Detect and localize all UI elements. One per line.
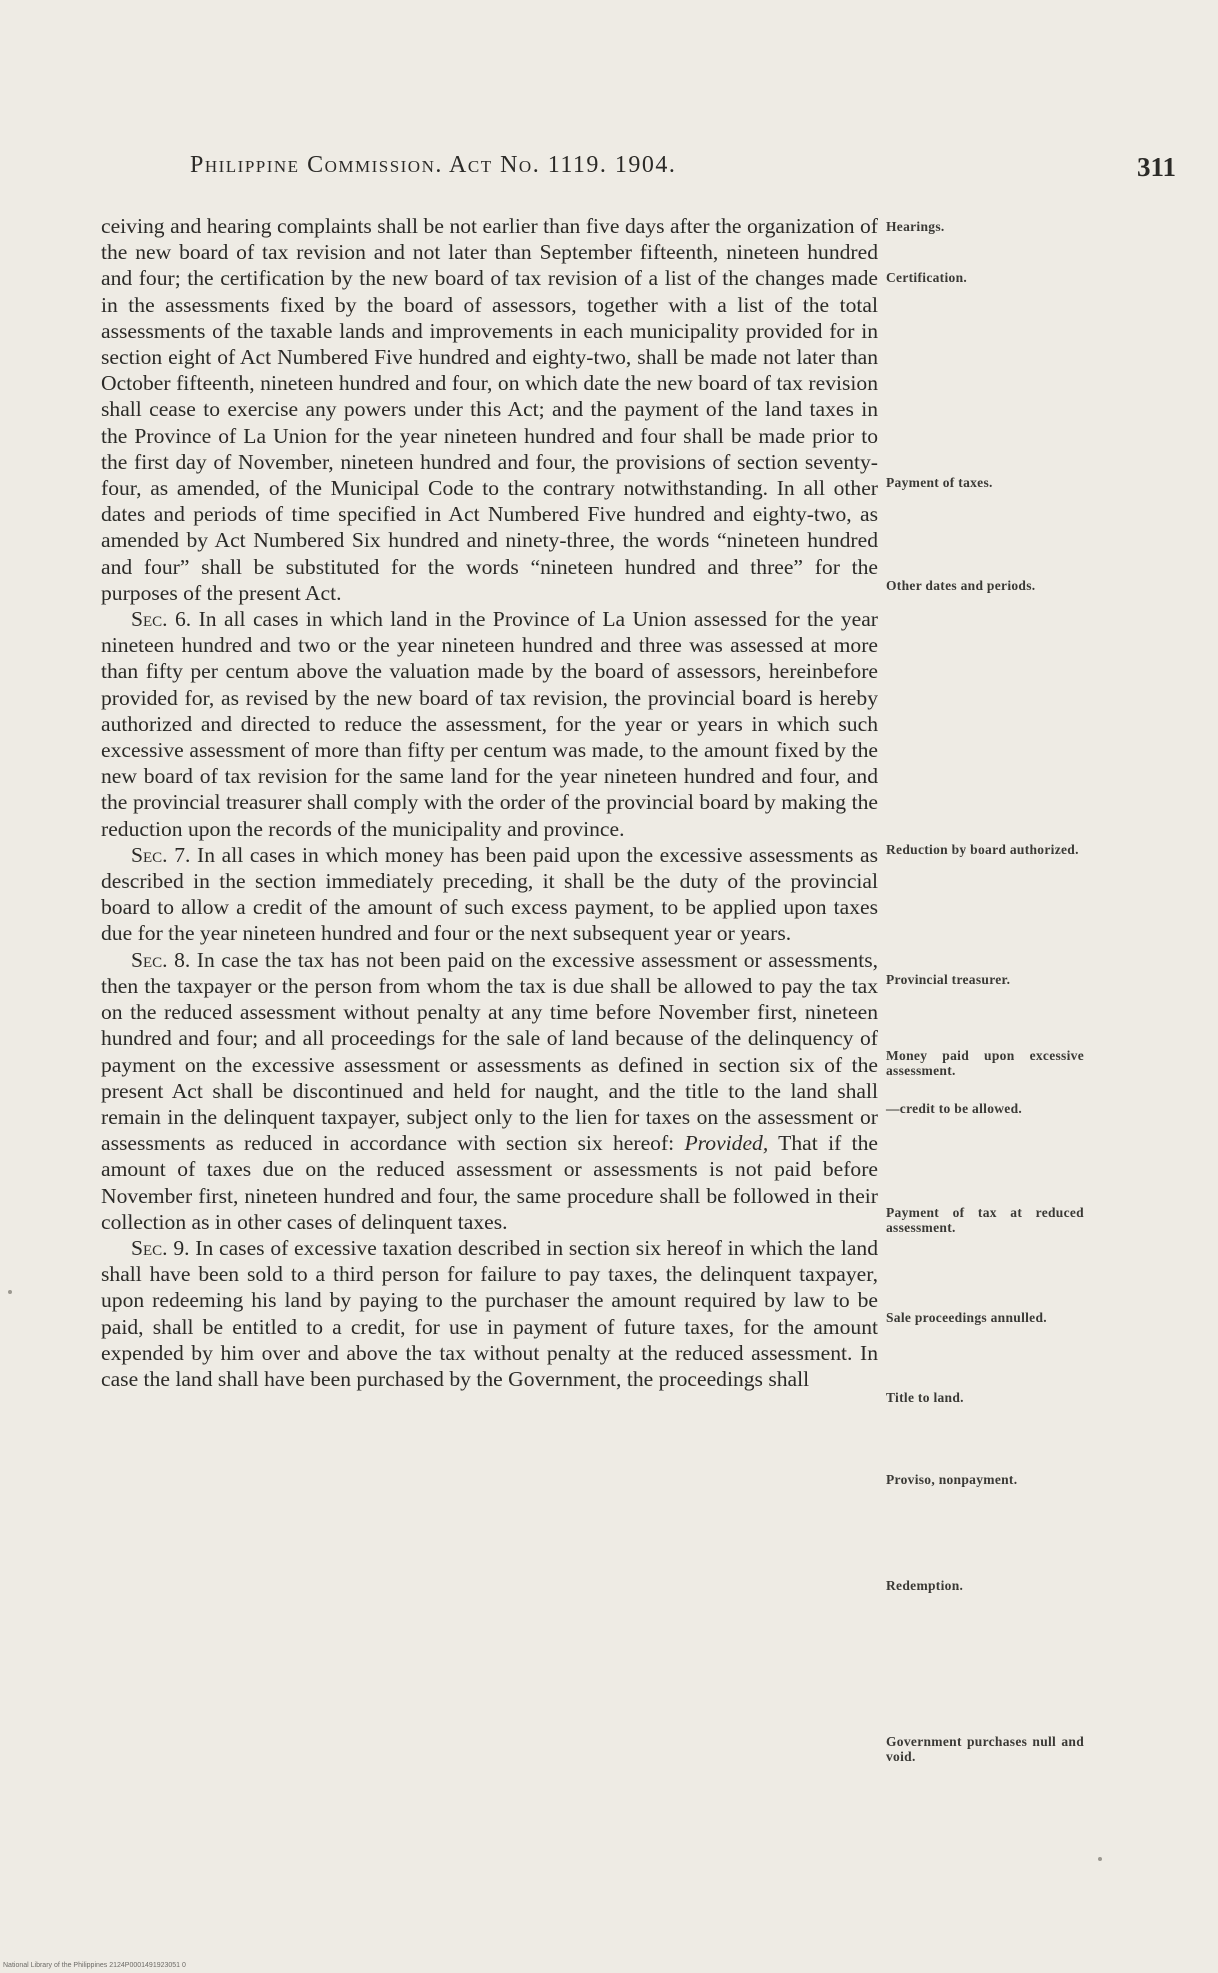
margin-note-payment-reduced: Payment of tax at reduced assessment. (886, 1205, 1084, 1235)
margin-note-reduction-by-board: Reduction by board authorized. (886, 842, 1079, 857)
margin-note-provincial-treasurer: Provincial treasurer. (886, 972, 1011, 987)
scan-speck (8, 1290, 12, 1294)
margin-note-certification: Certification. (886, 270, 968, 285)
paragraph-text: That if the amount of taxes due on the reduced assessment or assessments is not paid before November first, nineteen hundred and four, the same procedure shall be followed in their collection as in other cases of delinquent taxes. (101, 1131, 878, 1234)
paragraph-sec6 (101, 606, 878, 842)
section-heading: Sec. 8. (131, 947, 191, 972)
margin-note-title-to-land: Title to land. (886, 1390, 964, 1405)
paragraph-text: ceiving and hearing complaints shall be not earlier than five days after the organization of the new board of tax revision and not later than September fifteenth, nineteen hundred and four; the certification by the new board of tax revision of a list of the changes made in the assessments fixed by the board of assessors, together with a list of the total assessments of the taxable lands and improvements in each municipality provided for in section eight of Act Numbered Five hundred and eighty-two, shall be made not later than October fifteenth, nineteen hundred and four, on which date the new board of tax revision shall cease to exercise any powers under this Act; and the payment of the land taxes in the Province of La Union for the year nineteen hundred and four shall be made prior to the first day of November, nineteen hundred and four, the provisions of section seventy-four, as amended, of the Municipal Code to the contrary notwithstanding. In all other dates and periods of time specified in Act Numbered Five hundred and eighty-two, as amended by Act Numbered Six hundred and ninety-three, the words “nineteen hundred and four” shall be substituted for the words “nineteen hundred and three” for the purposes of the present Act. (101, 214, 878, 605)
margin-note-redemption: Redemption. (886, 1578, 964, 1593)
section-heading: Sec. 6. (131, 607, 192, 632)
margin-note-hearings: Hearings. (886, 219, 945, 234)
paragraph-text: In all cases in which money has been paid upon the excessive assessments as described in the section immediately preceding, it shall be the duty of the provincial board to allow a credit of the amount of such excess payment, to be applied upon taxes due for the year nineteen hundred and four or the next subsequent year or years. (101, 842, 878, 946)
paragraph-text: In case the tax has not been paid on the excessive assessment or assessments, then the taxpayer or the person from whom the tax is due shall be allowed to pay the tax on the reduced assessment without penalty at any time before November first, nineteen hundred and four; and all proceedings for the sale of land because of the delinquency of payment on the excessive assessment or assessments as defined in section six of the present Act shall be discontinued and held for naught, and the title to the land shall remain in the delinquent taxpayer, subject only to the lien for taxes on the assessment or assessments as reduced in accordance with section six hereof: (101, 947, 878, 1156)
margin-note-money-paid: Money paid upon excessive assessment. (886, 1048, 1084, 1078)
page-header (190, 152, 1180, 192)
scan-speck (1098, 1857, 1102, 1861)
page-number: 311 (1136, 152, 1176, 182)
body-text (101, 213, 878, 1392)
running-title: Philippine Commission. Act No. 1119. 1904. (190, 152, 677, 178)
margin-note-sale-annulled: Sale proceedings annulled. (886, 1310, 1047, 1325)
margin-note-payment-of-taxes: Payment of taxes. (886, 475, 993, 490)
paragraph-sec9 (101, 1235, 878, 1392)
margin-note-credit-allowed: —credit to be allowed. (886, 1101, 1023, 1116)
paragraph-cont (101, 213, 878, 606)
section-heading: Sec. 9. (131, 1235, 190, 1260)
section-heading: Sec. 7. (131, 842, 191, 867)
proviso-word: Provided, (684, 1131, 769, 1156)
paragraph-sec7 (101, 842, 878, 947)
paragraph-sec8 (101, 947, 878, 1235)
margin-note-proviso: Proviso, nonpayment. (886, 1472, 1018, 1487)
paragraph-text: In all cases in which land in the Province of La Union assessed for the year nineteen hundred and two or the year nineteen hundred and three was assessed at more than fifty per centum above the valuation made by the board of assessors, hereinbefore provided for, as revised by the new board of tax revision, the provincial board is hereby authorized and directed to reduce the assessment, for the year or years in which such excessive assessment of more than fifty per centum was made, to the amount fixed by the new board of tax revision for the same land for the year nineteen hundred and four, and the provincial treasurer shall comply with the order of the provincial board by making the reduction upon the records of the municipality and province. (101, 607, 878, 841)
margin-note-other-dates: Other dates and periods. (886, 578, 1036, 593)
paragraph-text: In cases of excessive taxation described in section six hereof in which the land shall have been sold to a third person for failure to pay taxes, the delinquent taxpayer, upon redeeming his land by paying to the purchaser the amount required by law to be paid, shall be entitled to a credit, for use in payment of future taxes, for the amount expended by him over and above the tax without penalty at the reduced assessment. In case the land shall have been purchased by the Government, the proceedings shall (101, 1235, 879, 1391)
margin-note-government-purchases: Government purchases null and void. (886, 1734, 1084, 1764)
scan-footer: National Library of the Philippines 2124P0001491923051 0 (3, 1962, 186, 1969)
